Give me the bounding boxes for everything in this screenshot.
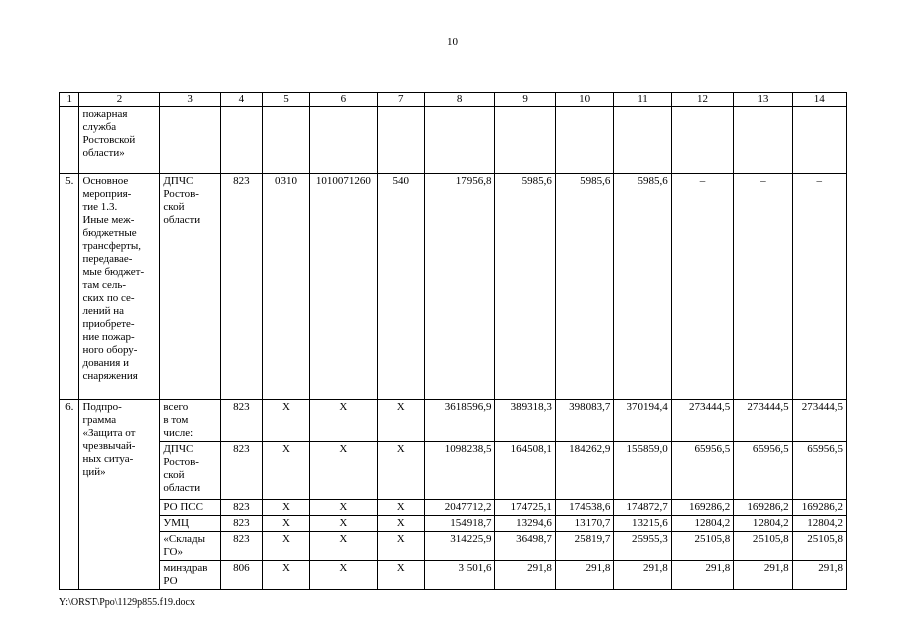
executor-cell: РО ПСС (160, 500, 220, 516)
value-cell: 169286,2 (792, 500, 846, 516)
table-row (60, 500, 847, 516)
grbs-cell: 823 (220, 532, 262, 561)
budget-table (59, 92, 847, 590)
value-cell: 36498,7 (495, 532, 555, 561)
header-row (60, 93, 847, 107)
value-cell: – (734, 174, 792, 400)
value-cell: 25105,8 (671, 532, 734, 561)
value-cell: – (671, 174, 734, 400)
value-cell: 17956,8 (424, 174, 495, 400)
value-cell: 155859,0 (614, 442, 671, 500)
value-cell: 3618596,9 (424, 400, 495, 442)
rzpr-cell: Х (262, 500, 309, 516)
grbs-cell: 806 (220, 561, 262, 590)
vr-cell: 540 (377, 174, 424, 400)
value-cell: 169286,2 (671, 500, 734, 516)
header-cell: 6 (310, 93, 378, 107)
value-cell: 5985,6 (555, 174, 613, 400)
value-cell: 169286,2 (734, 500, 792, 516)
value-cell: 25819,7 (555, 532, 613, 561)
rzpr-cell: 0310 (262, 174, 309, 400)
rzpr-cell: Х (262, 516, 309, 532)
value-cell: 174725,1 (495, 500, 555, 516)
value-cell: 389318,3 (495, 400, 555, 442)
header-cell: 3 (160, 93, 220, 107)
vr-cell: Х (377, 532, 424, 561)
value-cell: 12804,2 (671, 516, 734, 532)
value-cell: 314225,9 (424, 532, 495, 561)
value-cell: 65956,5 (792, 442, 846, 500)
grbs-cell: 823 (220, 500, 262, 516)
value-cell: 273444,5 (671, 400, 734, 442)
value-cell: 174538,6 (555, 500, 613, 516)
table-row (60, 442, 847, 500)
csr-cell: Х (310, 532, 378, 561)
executor-cell: ДПЧС Ростов- ской области (160, 174, 220, 400)
file-path-footer: Y:\ORST\Ppo\1129p855.f19.docx (59, 597, 195, 608)
value-cell: 273444,5 (792, 400, 846, 442)
value-cell: 1098238,5 (424, 442, 495, 500)
value-cell: 65956,5 (734, 442, 792, 500)
value-cell: 65956,5 (671, 442, 734, 500)
value-cell: – (792, 174, 846, 400)
header-cell: 12 (671, 93, 734, 107)
executor-cell: УМЦ (160, 516, 220, 532)
table-row (60, 174, 847, 400)
program-name-cell: пожарная служба Ростовской области» (79, 107, 160, 174)
csr-cell: Х (310, 561, 378, 590)
header-cell: 7 (377, 93, 424, 107)
executor-cell: «Склады ГО» (160, 532, 220, 561)
value-cell: 13294,6 (495, 516, 555, 532)
row-number: 5. (60, 174, 79, 400)
rzpr-cell: Х (262, 532, 309, 561)
value-cell: 398083,7 (555, 400, 613, 442)
value-cell: 291,8 (495, 561, 555, 590)
value-cell: 291,8 (671, 561, 734, 590)
executor-cell: всего в том числе: (160, 400, 220, 442)
value-cell: 174872,7 (614, 500, 671, 516)
vr-cell: Х (377, 500, 424, 516)
vr-cell: Х (377, 516, 424, 532)
header-cell: 8 (424, 93, 495, 107)
header-cell: 9 (495, 93, 555, 107)
header-cell: 4 (220, 93, 262, 107)
value-cell: 164508,1 (495, 442, 555, 500)
header-cell: 14 (792, 93, 846, 107)
rzpr-cell: Х (262, 442, 309, 500)
value-cell: 25105,8 (734, 532, 792, 561)
value-cell: 291,8 (555, 561, 613, 590)
header-cell: 5 (262, 93, 309, 107)
executor-cell: минздрав РО (160, 561, 220, 590)
value-cell: 184262,9 (555, 442, 613, 500)
header-cell: 2 (79, 93, 160, 107)
value-cell: 2047712,2 (424, 500, 495, 516)
rzpr-cell: Х (262, 400, 309, 442)
grbs-cell: 823 (220, 442, 262, 500)
table-row (60, 532, 847, 561)
value-cell: 12804,2 (792, 516, 846, 532)
csr-cell: Х (310, 442, 378, 500)
value-cell: 291,8 (614, 561, 671, 590)
value-cell: 5985,6 (495, 174, 555, 400)
header-cell: 11 (614, 93, 671, 107)
vr-cell: Х (377, 442, 424, 500)
value-cell: 3 501,6 (424, 561, 495, 590)
csr-cell: Х (310, 500, 378, 516)
program-name-cell: Подпро- грамма «Защита от чрезвычай- ных ситуа- ций» (79, 400, 160, 590)
program-name-cell: Основное мероприя- тие 1.3. Иные меж- бюджетные трансферты, передавае- мые бюджет- там сель- ских по се- лений на приобрете- ние пожар- ного обору- дования и снаряжения (79, 174, 160, 400)
value-cell: 25105,8 (792, 532, 846, 561)
csr-cell: Х (310, 516, 378, 532)
grbs-cell: 823 (220, 516, 262, 532)
table-row (60, 400, 847, 442)
page-number: 10 (447, 36, 458, 48)
value-cell: 291,8 (792, 561, 846, 590)
value-cell: 370194,4 (614, 400, 671, 442)
csr-cell: Х (310, 400, 378, 442)
vr-cell: Х (377, 561, 424, 590)
header-cell: 10 (555, 93, 613, 107)
value-cell: 291,8 (734, 561, 792, 590)
value-cell: 13215,6 (614, 516, 671, 532)
table-row (60, 561, 847, 590)
row-number: 6. (60, 400, 79, 590)
header-cell: 13 (734, 93, 792, 107)
header-cell: 1 (60, 93, 79, 107)
value-cell: 5985,6 (614, 174, 671, 400)
grbs-cell: 823 (220, 174, 262, 400)
value-cell: 273444,5 (734, 400, 792, 442)
executor-cell: ДПЧС Ростов- ской области (160, 442, 220, 500)
table-row (60, 516, 847, 532)
value-cell: 25955,3 (614, 532, 671, 561)
continuation-row (60, 107, 847, 174)
csr-cell: 1010071260 (310, 174, 378, 400)
vr-cell: Х (377, 400, 424, 442)
value-cell: 12804,2 (734, 516, 792, 532)
grbs-cell: 823 (220, 400, 262, 442)
value-cell: 13170,7 (555, 516, 613, 532)
rzpr-cell: Х (262, 561, 309, 590)
value-cell: 154918,7 (424, 516, 495, 532)
